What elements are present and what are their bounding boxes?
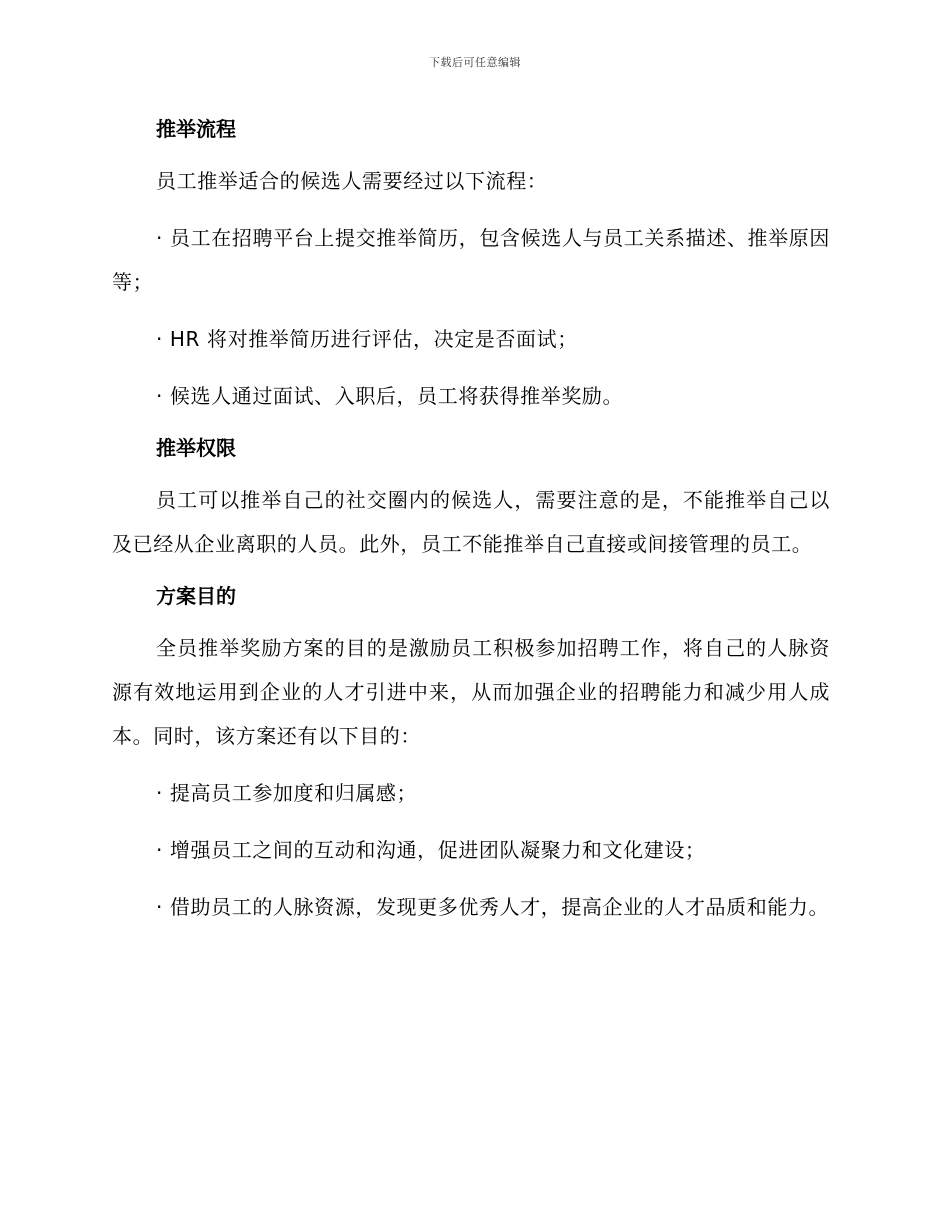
- bullet-item: · 提高员工参加度和归属感；: [156, 781, 418, 805]
- bullet-item: · 借助员工的人脉资源，发现更多优秀人才，提高企业的人才品质和能力。: [156, 895, 830, 919]
- section-heading-purpose: 方案目的: [156, 584, 236, 608]
- section-heading-permissions: 推举权限: [156, 436, 236, 460]
- bullet-item: · 增强员工之间的互动和沟通，促进团队凝聚力和文化建设；: [156, 838, 706, 862]
- page-header-note: 下载后可任意编辑: [429, 56, 521, 69]
- bullet-item: · 候选人通过面试、入职后，员工将获得推举奖励。: [156, 384, 624, 408]
- section-heading-process: 推举流程: [156, 117, 236, 141]
- paragraph: 员工推举适合的候选人需要经过以下流程：: [156, 169, 548, 193]
- document-body: [112, 112, 830, 929]
- bullet-item: · HR 将对推举简历进行评估，决定是否面试；: [156, 327, 578, 351]
- paragraph: 员工可以推举自己的社交圈内的候选人，需要注意的是，不能推举自己以及已经从企业离职的人员。此外，员工不能推举自己直接或间接管理的员工。: [112, 488, 830, 556]
- bullet-item: · 员工在招聘平台上提交推举简历，包含候选人与员工关系描述、推举原因等；: [112, 226, 830, 294]
- paragraph: 全员推举奖励方案的目的是激励员工积极参加招聘工作，将自己的人脉资源有效地运用到企业的人才引进中来，从而加强企业的招聘能力和减少用人成本。同时，该方案还有以下目的：: [112, 636, 830, 748]
